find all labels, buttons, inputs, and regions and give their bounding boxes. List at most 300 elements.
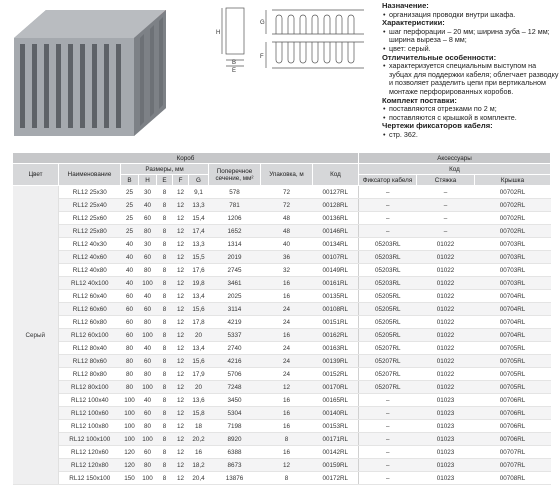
spec-block xyxy=(382,2,560,140)
code-cell: 00140RL xyxy=(313,407,359,420)
tie-cell: 01023 xyxy=(417,459,475,472)
cover-cell: 00703RL xyxy=(475,264,551,277)
fixer-cell: 05203RL xyxy=(359,277,417,290)
dim-f-cell: 12 xyxy=(173,394,189,407)
cover-cell: 00703RL xyxy=(475,251,551,264)
table-row xyxy=(13,212,551,225)
dim-b-cell: 100 xyxy=(121,394,139,407)
dim-h-cell: 100 xyxy=(139,329,157,342)
table-row xyxy=(13,381,551,394)
section-cell: 4216 xyxy=(209,355,261,368)
dim-e-cell: 8 xyxy=(157,290,173,303)
cover-cell: 00703RL xyxy=(475,277,551,290)
section-cell: 781 xyxy=(209,199,261,212)
fixer-cell: 05205RL xyxy=(359,290,417,303)
code-cell: 00159RL xyxy=(313,459,359,472)
dim-f-cell: 12 xyxy=(173,303,189,316)
cover-cell: 00706RL xyxy=(475,407,551,420)
dim-e-cell: 8 xyxy=(157,303,173,316)
dim-e-cell: 8 xyxy=(157,368,173,381)
dim-f-cell: 12 xyxy=(173,446,189,459)
tie-cell: 01022 xyxy=(417,303,475,316)
dim-e-cell: 8 xyxy=(157,264,173,277)
dim-h-cell: 80 xyxy=(139,316,157,329)
table-row xyxy=(13,225,551,238)
cover-cell: 00702RL xyxy=(475,186,551,199)
header-section xyxy=(0,0,560,150)
code-cell: 00142RL xyxy=(313,446,359,459)
dim-b-cell: 25 xyxy=(121,199,139,212)
code-cell: 00151RL xyxy=(313,316,359,329)
section-cell: 13876 xyxy=(209,472,261,485)
dim-g-cell: 16 xyxy=(189,446,209,459)
dim-g-cell: 17,6 xyxy=(189,264,209,277)
section-cell: 2740 xyxy=(209,342,261,355)
header-acc-code: Код xyxy=(359,164,551,175)
dim-b-cell: 80 xyxy=(121,355,139,368)
table-row xyxy=(13,472,551,485)
pack-cell: 8 xyxy=(261,472,313,485)
row-name-cell: RL12 120x80 xyxy=(59,459,121,472)
section-cell: 4219 xyxy=(209,316,261,329)
pack-cell: 16 xyxy=(261,407,313,420)
row-name-cell: RL12 100x60 xyxy=(59,407,121,420)
row-name-cell: RL12 100x40 xyxy=(59,394,121,407)
code-cell: 00128RL xyxy=(313,199,359,212)
dim-b-cell: 150 xyxy=(121,472,139,485)
cover-cell: 00707RL xyxy=(475,446,551,459)
row-name-cell: RL12 60x40 xyxy=(59,290,121,303)
dim-f-cell: 12 xyxy=(173,342,189,355)
row-name-cell: RL12 120x60 xyxy=(59,446,121,459)
table-row xyxy=(13,186,551,199)
code-cell: 00165RL xyxy=(313,394,359,407)
pack-cell: 16 xyxy=(261,420,313,433)
pack-cell: 24 xyxy=(261,342,313,355)
dim-b-cell: 80 xyxy=(121,368,139,381)
draw-title: Чертежи фиксаторов кабеля: xyxy=(382,121,493,131)
header-code: Код xyxy=(313,164,359,186)
fixer-cell: 05205RL xyxy=(359,329,417,342)
dim-f-cell: 12 xyxy=(173,368,189,381)
label-h: H xyxy=(216,30,221,36)
table-row xyxy=(13,303,551,316)
dim-h-cell: 100 xyxy=(139,433,157,446)
tie-cell: 01022 xyxy=(417,251,475,264)
dim-b-cell: 60 xyxy=(121,303,139,316)
tie-cell: 01022 xyxy=(417,342,475,355)
code-cell: 00127RL xyxy=(313,186,359,199)
header-accessories: Аксессуары xyxy=(359,153,551,164)
tie-cell: 01022 xyxy=(417,355,475,368)
dim-h-cell: 40 xyxy=(139,199,157,212)
section-cell: 8673 xyxy=(209,459,261,472)
header-name: Наименование xyxy=(59,164,121,186)
kit-item: • поставляются отрезками по 2 м; xyxy=(382,105,560,114)
pack-cell: 72 xyxy=(261,199,313,212)
dim-e-cell: 8 xyxy=(157,381,173,394)
code-cell: 00134RL xyxy=(313,238,359,251)
table-row xyxy=(13,420,551,433)
pack-cell: 72 xyxy=(261,186,313,199)
dim-f-cell: 12 xyxy=(173,459,189,472)
section-cell: 3450 xyxy=(209,394,261,407)
fixer-cell: – xyxy=(359,420,417,433)
cover-cell: 00704RL xyxy=(475,303,551,316)
cover-cell: 00702RL xyxy=(475,199,551,212)
tie-cell: 01022 xyxy=(417,368,475,381)
row-name-cell: RL12 60x80 xyxy=(59,316,121,329)
dim-h-cell: 40 xyxy=(139,394,157,407)
tie-cell: 01023 xyxy=(417,394,475,407)
tie-cell: 01022 xyxy=(417,381,475,394)
dim-g-cell: 20,2 xyxy=(189,433,209,446)
tie-cell: 01023 xyxy=(417,433,475,446)
kit-title: Комплект поставки: xyxy=(382,95,457,105)
dim-e-cell: 8 xyxy=(157,420,173,433)
dim-b-cell: 40 xyxy=(121,238,139,251)
table-row xyxy=(13,316,551,329)
header-tie: Стяжка xyxy=(417,175,475,186)
row-name-cell: RL12 80x100 xyxy=(59,381,121,394)
pack-cell: 24 xyxy=(261,368,313,381)
dim-h-cell: 60 xyxy=(139,446,157,459)
dim-g-cell: 17,4 xyxy=(189,225,209,238)
tie-cell: – xyxy=(417,225,475,238)
table-row xyxy=(13,277,551,290)
cover-cell: 00705RL xyxy=(475,355,551,368)
dim-g-cell: 13,4 xyxy=(189,342,209,355)
cover-cell: 00702RL xyxy=(475,212,551,225)
dim-h-cell: 60 xyxy=(139,355,157,368)
table-row xyxy=(13,446,551,459)
label-f: F xyxy=(260,54,264,60)
dim-g-cell: 17,9 xyxy=(189,368,209,381)
draw-item: • стр. 362. xyxy=(382,131,560,140)
fixer-cell: – xyxy=(359,394,417,407)
cover-cell: 00704RL xyxy=(475,316,551,329)
dim-g-cell: 20 xyxy=(189,381,209,394)
label-g: G xyxy=(260,20,265,26)
dim-f-cell: 12 xyxy=(173,186,189,199)
tie-cell: – xyxy=(417,212,475,225)
code-cell: 00153RL xyxy=(313,420,359,433)
fixer-cell: – xyxy=(359,446,417,459)
dim-f-cell: 12 xyxy=(173,316,189,329)
cover-cell: 00702RL xyxy=(475,225,551,238)
section-cell: 5337 xyxy=(209,329,261,342)
pack-cell: 8 xyxy=(261,433,313,446)
section-cell: 578 xyxy=(209,186,261,199)
code-cell: 00136RL xyxy=(313,212,359,225)
section-cell: 3114 xyxy=(209,303,261,316)
fixer-cell: 05207RL xyxy=(359,355,417,368)
dim-g-cell: 18,2 xyxy=(189,459,209,472)
row-name-cell: RL12 150x100 xyxy=(59,472,121,485)
fixer-cell: – xyxy=(359,212,417,225)
header-pack: Упаковка, м xyxy=(261,164,313,186)
tie-cell: 01022 xyxy=(417,290,475,303)
pack-cell: 32 xyxy=(261,264,313,277)
purpose-title: Назначение: xyxy=(382,1,429,10)
dim-b-cell: 60 xyxy=(121,329,139,342)
code-cell: 00171RL xyxy=(313,433,359,446)
table-row xyxy=(13,355,551,368)
dim-b-cell: 120 xyxy=(121,459,139,472)
row-name-cell: RL12 80x40 xyxy=(59,342,121,355)
cover-cell: 00705RL xyxy=(475,381,551,394)
dim-f-cell: 12 xyxy=(173,277,189,290)
dim-g-cell: 19,8 xyxy=(189,277,209,290)
label-e: E xyxy=(232,68,237,74)
char-item: • шаг перфорации – 20 мм; ширина зуба – 12 мм; ширина выреза – 8 мм; xyxy=(382,28,560,45)
dim-h-cell: 60 xyxy=(139,407,157,420)
fixer-cell: – xyxy=(359,433,417,446)
header-fixer: Фиксатор кабеля xyxy=(359,175,417,186)
dim-h-cell: 30 xyxy=(139,186,157,199)
dim-h-cell: 80 xyxy=(139,264,157,277)
table-row xyxy=(13,394,551,407)
dim-e-cell: 8 xyxy=(157,251,173,264)
dim-h-cell: 40 xyxy=(139,342,157,355)
table-row xyxy=(13,342,551,355)
dim-f-cell: 12 xyxy=(173,238,189,251)
dim-e-cell: 8 xyxy=(157,394,173,407)
cover-cell: 00706RL xyxy=(475,394,551,407)
dim-g-cell: 18 xyxy=(189,420,209,433)
dim-b-cell: 40 xyxy=(121,251,139,264)
fixer-cell: – xyxy=(359,472,417,485)
dim-e-cell: 8 xyxy=(157,472,173,485)
cover-cell: 00707RL xyxy=(475,459,551,472)
dim-b-cell: 60 xyxy=(121,290,139,303)
row-name-cell: RL12 60x60 xyxy=(59,303,121,316)
header-dim-f: F xyxy=(173,175,189,186)
cover-cell: 00705RL xyxy=(475,342,551,355)
header-dimensions: Размеры, мм xyxy=(121,164,209,175)
row-name-cell: RL12 25x40 xyxy=(59,199,121,212)
fixer-cell: – xyxy=(359,186,417,199)
pack-cell: 48 xyxy=(261,225,313,238)
cover-cell: 00704RL xyxy=(475,329,551,342)
dim-f-cell: 12 xyxy=(173,433,189,446)
dim-b-cell: 80 xyxy=(121,342,139,355)
header-color: Цвет xyxy=(13,164,59,186)
tie-cell: 01022 xyxy=(417,277,475,290)
code-cell: 00170RL xyxy=(313,381,359,394)
table-row xyxy=(13,290,551,303)
dim-b-cell: 40 xyxy=(121,264,139,277)
pack-cell: 16 xyxy=(261,446,313,459)
pack-cell: 40 xyxy=(261,238,313,251)
dim-e-cell: 8 xyxy=(157,277,173,290)
pack-cell: 12 xyxy=(261,381,313,394)
cover-cell: 00708RL xyxy=(475,472,551,485)
dim-e-cell: 8 xyxy=(157,459,173,472)
dim-g-cell: 13,6 xyxy=(189,394,209,407)
row-name-cell: RL12 60x100 xyxy=(59,329,121,342)
dim-g-cell: 13,3 xyxy=(189,199,209,212)
row-name-cell: RL12 25x80 xyxy=(59,225,121,238)
dim-h-cell: 100 xyxy=(139,472,157,485)
dim-e-cell: 8 xyxy=(157,355,173,368)
fixer-cell: – xyxy=(359,225,417,238)
dim-g-cell: 15,6 xyxy=(189,303,209,316)
dim-f-cell: 12 xyxy=(173,329,189,342)
row-name-cell: RL12 25x60 xyxy=(59,212,121,225)
header-cover: Крышка xyxy=(475,175,551,186)
table-row xyxy=(13,199,551,212)
table-row xyxy=(13,238,551,251)
dim-f-cell: 12 xyxy=(173,407,189,420)
cover-cell: 00705RL xyxy=(475,368,551,381)
row-name-cell: RL12 40x100 xyxy=(59,277,121,290)
row-name-cell: RL12 100x100 xyxy=(59,433,121,446)
row-name-cell: RL12 40x30 xyxy=(59,238,121,251)
code-cell: 00152RL xyxy=(313,368,359,381)
cover-cell: 00706RL xyxy=(475,420,551,433)
fixer-cell: 05207RL xyxy=(359,342,417,355)
pack-cell: 16 xyxy=(261,277,313,290)
header-section: Поперечное сечение, мм² xyxy=(209,164,261,186)
dim-b-cell: 100 xyxy=(121,420,139,433)
dim-b-cell: 40 xyxy=(121,277,139,290)
pack-cell: 48 xyxy=(261,212,313,225)
dim-h-cell: 40 xyxy=(139,290,157,303)
code-cell: 00108RL xyxy=(313,303,359,316)
dim-e-cell: 8 xyxy=(157,316,173,329)
dim-f-cell: 12 xyxy=(173,355,189,368)
table-body xyxy=(13,186,551,485)
code-cell: 00149RL xyxy=(313,264,359,277)
dim-g-cell: 20 xyxy=(189,329,209,342)
dim-g-cell: 20,4 xyxy=(189,472,209,485)
pack-cell: 16 xyxy=(261,394,313,407)
dim-h-cell: 80 xyxy=(139,368,157,381)
fixer-cell: – xyxy=(359,407,417,420)
dim-f-cell: 12 xyxy=(173,290,189,303)
dim-g-cell: 15,4 xyxy=(189,212,209,225)
section-cell: 1314 xyxy=(209,238,261,251)
table-row xyxy=(13,433,551,446)
pack-cell: 24 xyxy=(261,316,313,329)
row-name-cell: RL12 80x80 xyxy=(59,368,121,381)
row-name-cell: RL12 40x80 xyxy=(59,264,121,277)
row-name-cell: RL12 80x60 xyxy=(59,355,121,368)
char-title: Характеристики: xyxy=(382,18,445,28)
code-cell: 00107RL xyxy=(313,251,359,264)
table-row xyxy=(13,264,551,277)
table-row xyxy=(13,459,551,472)
table-row xyxy=(13,251,551,264)
header-dim-h: H xyxy=(139,175,157,186)
code-cell: 00161RL xyxy=(313,277,359,290)
dim-g-cell: 15,8 xyxy=(189,407,209,420)
tie-cell: 01023 xyxy=(417,446,475,459)
dim-b-cell: 25 xyxy=(121,225,139,238)
fixer-cell: 05203RL xyxy=(359,251,417,264)
section-cell: 5304 xyxy=(209,407,261,420)
dim-f-cell: 12 xyxy=(173,251,189,264)
dim-e-cell: 8 xyxy=(157,407,173,420)
dim-f-cell: 12 xyxy=(173,472,189,485)
dim-e-cell: 8 xyxy=(157,186,173,199)
tie-cell: 01022 xyxy=(417,264,475,277)
dim-b-cell: 60 xyxy=(121,316,139,329)
dim-e-cell: 8 xyxy=(157,238,173,251)
tie-cell: – xyxy=(417,186,475,199)
header-dim-b: B xyxy=(121,175,139,186)
header-dim-e: E xyxy=(157,175,173,186)
dim-f-cell: 12 xyxy=(173,225,189,238)
row-name-cell: RL12 40x60 xyxy=(59,251,121,264)
section-cell: 8920 xyxy=(209,433,261,446)
cover-cell: 00704RL xyxy=(475,290,551,303)
section-cell: 7198 xyxy=(209,420,261,433)
row-name-cell: RL12 100x80 xyxy=(59,420,121,433)
tie-cell: 01022 xyxy=(417,316,475,329)
table-row xyxy=(13,407,551,420)
section-cell: 2019 xyxy=(209,251,261,264)
tie-cell: 01023 xyxy=(417,407,475,420)
table-row xyxy=(13,329,551,342)
dim-g-cell: 9,1 xyxy=(189,186,209,199)
purpose-item: • организация проводки внутри шкафа. xyxy=(382,11,560,20)
code-cell: 00172RL xyxy=(313,472,359,485)
code-cell: 00163RL xyxy=(313,342,359,355)
dim-e-cell: 8 xyxy=(157,199,173,212)
section-cell: 1206 xyxy=(209,212,261,225)
dim-b-cell: 100 xyxy=(121,407,139,420)
fixer-cell: – xyxy=(359,459,417,472)
dim-f-cell: 12 xyxy=(173,199,189,212)
tie-cell: – xyxy=(417,199,475,212)
dim-h-cell: 100 xyxy=(139,277,157,290)
pack-cell: 16 xyxy=(261,329,313,342)
dim-g-cell: 15,5 xyxy=(189,251,209,264)
dim-b-cell: 120 xyxy=(121,446,139,459)
dim-h-cell: 80 xyxy=(139,225,157,238)
feat-item: • характеризуется специальным выступом на зубцах для поддержки кабеля; облегчает разводку и позволяет разделить цепи при вертикальном монтаже перфорированных коробов. xyxy=(382,62,560,96)
fixer-cell: 05205RL xyxy=(359,303,417,316)
dim-e-cell: 8 xyxy=(157,446,173,459)
color-cell: Серый xyxy=(13,186,59,485)
char-item: • цвет: серый. xyxy=(382,45,560,54)
dim-h-cell: 60 xyxy=(139,303,157,316)
dim-g-cell: 13,4 xyxy=(189,290,209,303)
dim-e-cell: 8 xyxy=(157,433,173,446)
pack-cell: 16 xyxy=(261,290,313,303)
section-cell: 3461 xyxy=(209,277,261,290)
table-row xyxy=(13,368,551,381)
dim-g-cell: 13,3 xyxy=(189,238,209,251)
code-cell: 00146RL xyxy=(313,225,359,238)
dim-f-cell: 12 xyxy=(173,264,189,277)
dim-f-cell: 12 xyxy=(173,381,189,394)
fixer-cell: – xyxy=(359,199,417,212)
fixer-cell: 05207RL xyxy=(359,368,417,381)
fixer-cell: 05205RL xyxy=(359,316,417,329)
cover-cell: 00703RL xyxy=(475,238,551,251)
pack-cell: 24 xyxy=(261,303,313,316)
dim-g-cell: 17,8 xyxy=(189,316,209,329)
header-dim-g: G xyxy=(189,175,209,186)
fixer-cell: 05207RL xyxy=(359,381,417,394)
section-cell: 2745 xyxy=(209,264,261,277)
dim-b-cell: 25 xyxy=(121,186,139,199)
code-cell: 00162RL xyxy=(313,329,359,342)
dim-e-cell: 8 xyxy=(157,225,173,238)
